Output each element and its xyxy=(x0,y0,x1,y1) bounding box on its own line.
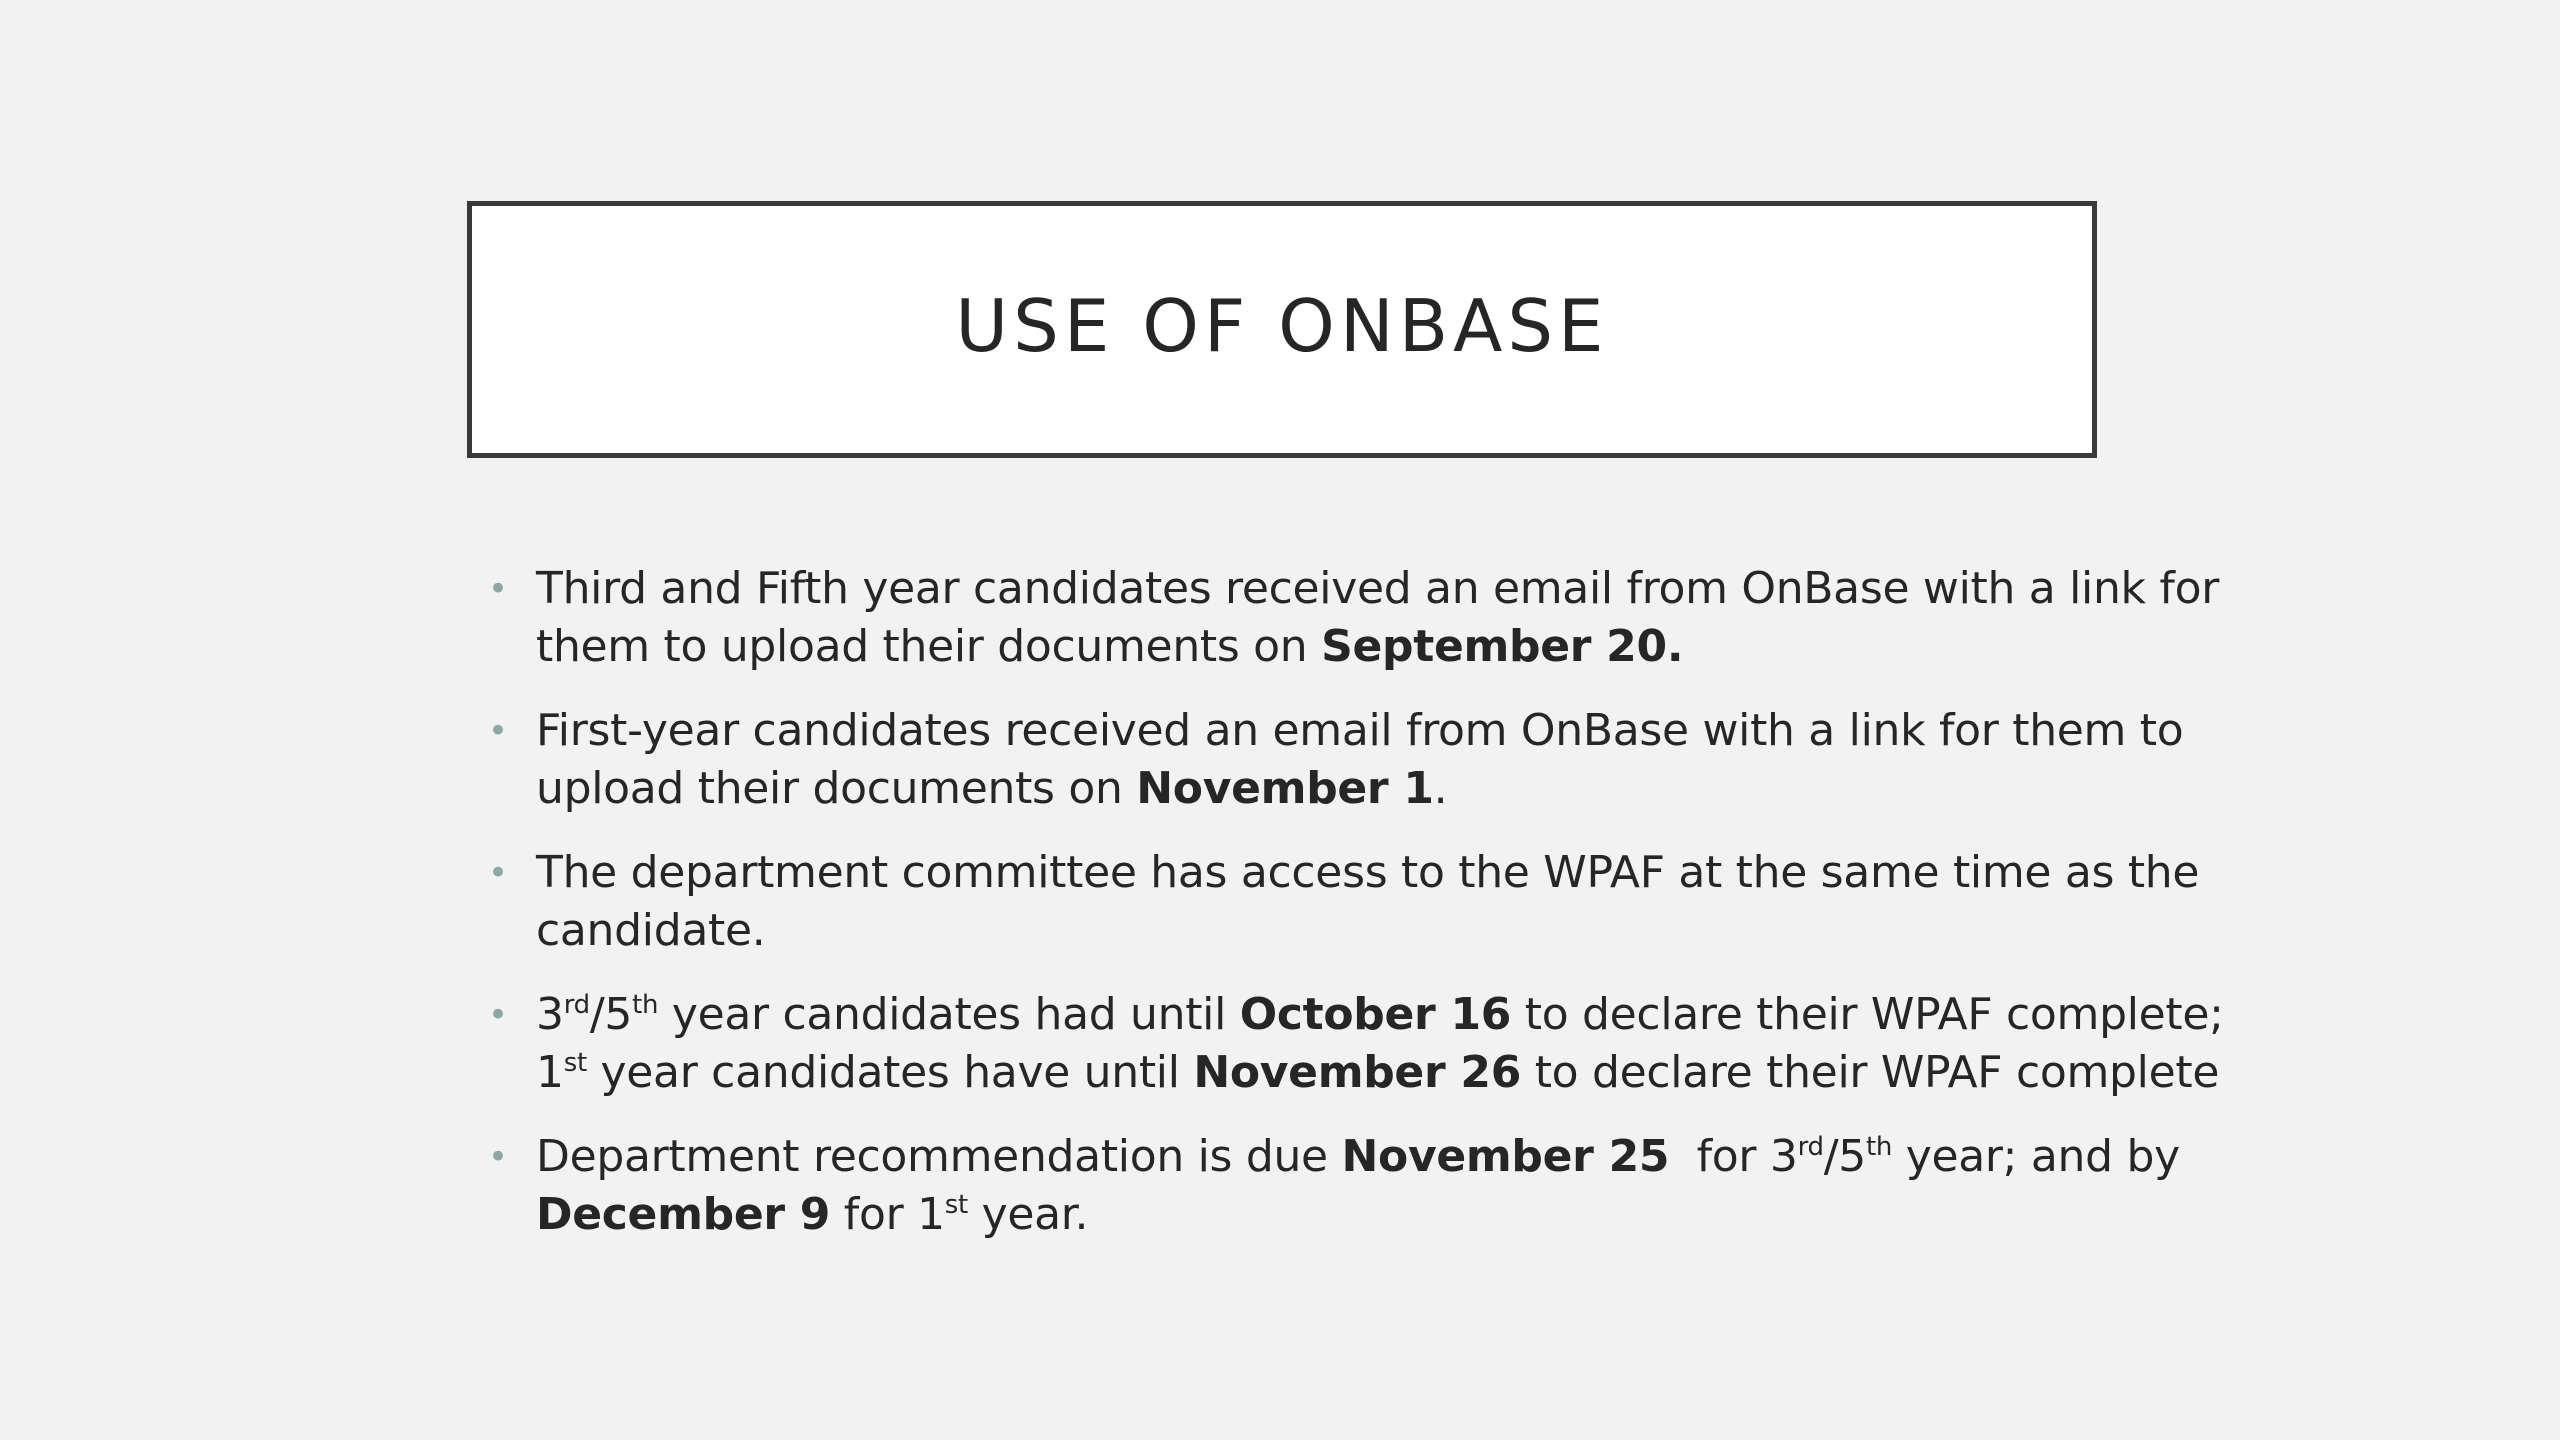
ordinal-suffix: rd xyxy=(563,990,590,1020)
bullet-text: . xyxy=(1433,763,1448,814)
bullet-line xyxy=(536,902,2128,960)
ordinal-suffix: th xyxy=(632,990,659,1020)
bullet-text: candidate. xyxy=(536,905,766,956)
bullet-text: year; and by xyxy=(1892,1131,2180,1182)
bullet-line xyxy=(536,702,2184,760)
ordinal-suffix: st xyxy=(563,1048,587,1078)
bullet-item xyxy=(488,986,2224,1102)
bullet-dot-icon: • xyxy=(488,853,508,893)
bullet-line xyxy=(536,986,2224,1044)
bullet-item xyxy=(488,1128,2180,1244)
bullet-dot-icon: • xyxy=(488,711,508,751)
bullet-text: upload their documents on xyxy=(536,763,1137,814)
bullet-line xyxy=(536,560,2220,618)
bullet-line xyxy=(536,1044,2220,1102)
title-box xyxy=(467,201,2097,458)
bullet-text: to declare their WPAF complete; xyxy=(1511,989,2224,1040)
bullet-text: Department recommendation is due xyxy=(536,1131,1342,1182)
bullet-line xyxy=(536,1186,2128,1244)
bullet-date: September 20. xyxy=(1321,621,1684,672)
bullet-list xyxy=(488,560,2224,1270)
bullet-text: /5 xyxy=(589,989,633,1040)
bullet-text: 1 xyxy=(536,1047,564,1098)
bullet-item xyxy=(488,702,2184,818)
bullet-line xyxy=(536,760,2128,818)
bullet-text: them to upload their documents on xyxy=(536,621,1322,672)
bullet-item xyxy=(488,844,2200,960)
bullet-date: December 9 xyxy=(536,1189,831,1240)
bullet-text: 3 xyxy=(536,989,564,1040)
bullet-line xyxy=(536,844,2200,902)
ordinal-suffix: st xyxy=(944,1190,968,1220)
bullet-dot-icon: • xyxy=(488,569,508,609)
bullet-text: year candidates had until xyxy=(658,989,1240,1040)
bullet-date: November 1 xyxy=(1136,763,1434,814)
ordinal-suffix: rd xyxy=(1797,1132,1824,1162)
bullet-date: October 16 xyxy=(1239,989,1512,1040)
slide-title: USE OF ONBASE xyxy=(955,283,1609,368)
bullet-text: year. xyxy=(967,1189,1089,1240)
bullet-text: The department committee has access to the WPAF at the same time as the xyxy=(536,847,2200,898)
bullet-line xyxy=(536,618,2128,676)
bullet-dot-icon: • xyxy=(488,995,508,1035)
bullet-text: for 3 xyxy=(1669,1131,1798,1182)
bullet-text: First-year candidates received an email from OnBase with a link for them to xyxy=(536,705,2184,756)
bullet-text: for 1 xyxy=(830,1189,945,1240)
bullet-item xyxy=(488,560,2220,676)
ordinal-suffix: th xyxy=(1865,1132,1893,1162)
bullet-text: Third and Fifth year candidates received an email from OnBase with a link for xyxy=(536,563,2220,614)
bullet-text: /5 xyxy=(1823,1131,1866,1182)
bullet-date: November 25 xyxy=(1341,1131,1670,1182)
bullet-dot-icon: • xyxy=(488,1137,508,1177)
bullet-text: to declare their WPAF complete xyxy=(1521,1047,2220,1098)
bullet-date: November 26 xyxy=(1193,1047,1522,1098)
bullet-line xyxy=(536,1128,2180,1186)
bullet-text: year candidates have until xyxy=(586,1047,1194,1098)
